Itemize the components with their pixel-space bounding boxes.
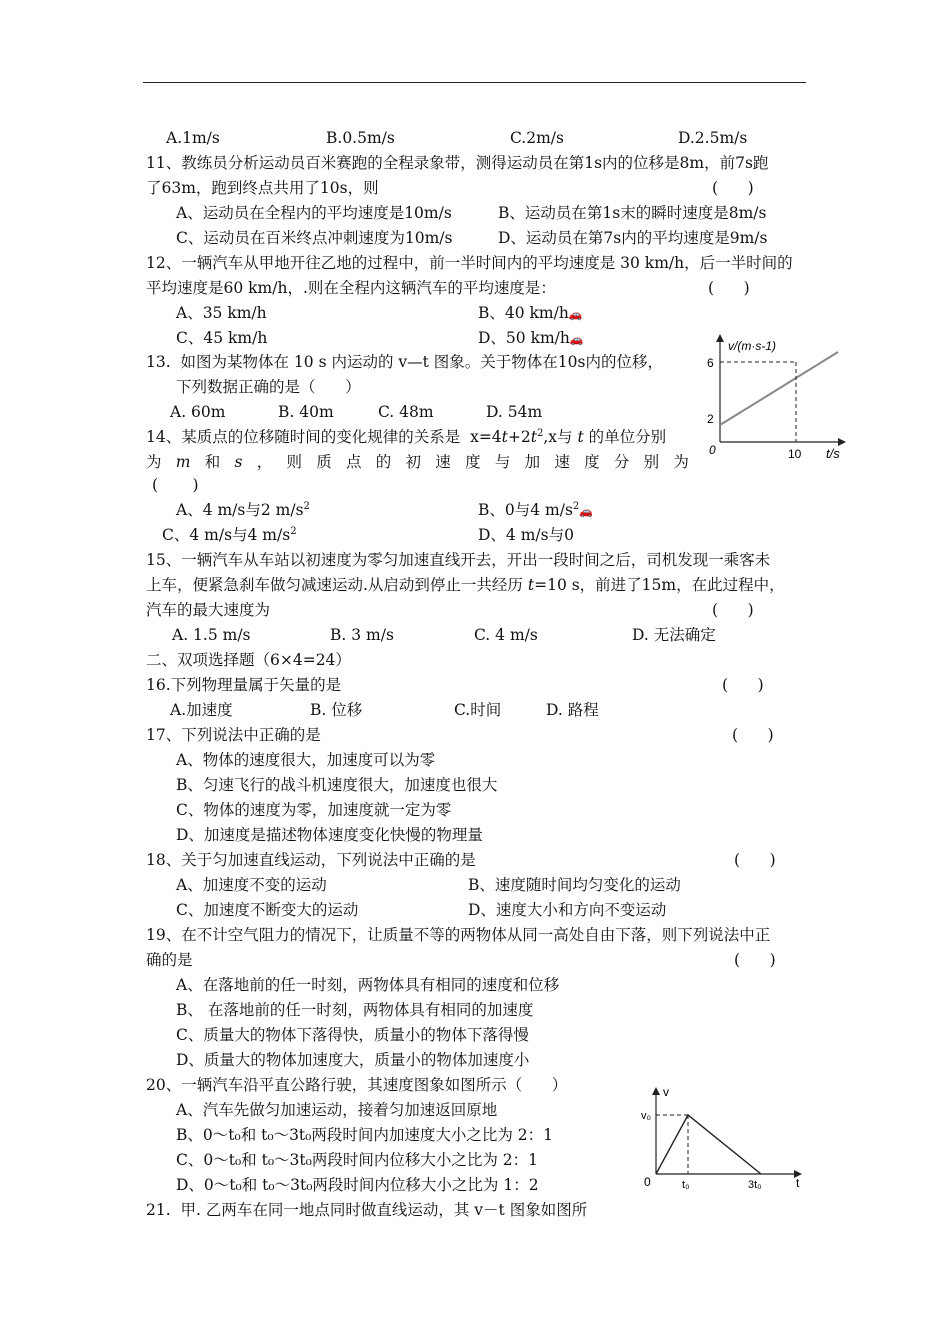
q16-stem: 16.下列物理量属于矢量的是	[146, 676, 342, 694]
q14-line2-char: 点	[346, 453, 362, 471]
q10-option-b: B.0.5m/s	[326, 129, 395, 147]
vt-graph-q20	[636, 1082, 816, 1192]
q11-option-b: B、运动员在第1s末的瞬时速度是8m/s	[498, 204, 767, 222]
q14-line2-char: 度	[584, 453, 600, 471]
q18-option-b: B、速度随时间均匀变化的运动	[468, 876, 681, 894]
q10-option-d: D.2.5m/s	[678, 129, 748, 147]
q16-option-c: C.时间	[454, 701, 502, 719]
q14-line2-char: 和	[204, 453, 221, 471]
q14-line2-char: s	[234, 453, 243, 471]
q11-option-a: A、运动员在全程内的平均速度是10m/s	[176, 204, 452, 222]
q19-option-b: B、 在落地前的任一时刻，两物体具有相同的加速度	[176, 1001, 534, 1019]
q15-option-b: B. 3 m/s	[330, 626, 394, 644]
q19-stem-line1: 19、在不计空气阻力的情况下，让质量不等的两物体从同一高处自由下落，则下列说法中正	[146, 926, 771, 944]
q15-stem-line1: 15、一辆汽车从车站以初速度为零匀加速直线开去，开出一段时间之后，司机发现一乘客未	[146, 551, 771, 569]
q14-stem-line1: 14、某质点的位移随时间的变化规律的关系是 $x=4t+2t^2,x$与 t 的单位分别	[146, 427, 667, 446]
q20-stem: 20、一辆汽车沿平直公路行驶，其速度图象如图所示（ ）	[146, 1076, 568, 1094]
q14-option-b: B、0与4 $m/s^2🚗$	[478, 500, 593, 519]
q11-answer-paren: ( )	[712, 179, 754, 197]
origin-label: 0	[709, 443, 716, 457]
x-axis-label: t	[796, 1176, 800, 1190]
q14-line2-char: 与	[494, 453, 511, 471]
q17-option-b: B、匀速飞行的战斗机速度很大，加速度也很大	[176, 776, 498, 794]
q13-option-c: C. 48m	[378, 403, 434, 421]
q14-line2-char: 别	[643, 453, 660, 471]
q13-stem-line1: 13. 如图为某物体在 10 s 内运动的 v—t 图象。关于物体在10s内的位移，	[146, 353, 663, 371]
q17-answer-paren: ( )	[732, 726, 774, 744]
q14-line2-char: 速	[435, 453, 451, 471]
q13-option-b: B. 40m	[278, 403, 334, 421]
q12-stem-line1: 12、一辆汽车从甲地开往乙地的过程中，前一半时间内的平均速度是 30 km/h，后一半时间的	[146, 254, 793, 272]
y-axis-arrow-icon	[716, 334, 724, 342]
q14-line2-char: 为	[146, 453, 162, 471]
y-axis-arrow-icon	[652, 1087, 660, 1095]
q14-line2-char: 的	[375, 453, 392, 471]
3t0-label: 3t₀	[748, 1179, 762, 1191]
q18-stem: 18、关于匀加速直线运动，下列说法中正确的是	[146, 851, 476, 869]
q15-answer-paren: ( )	[712, 601, 754, 619]
q15-option-c: C. 4 m/s	[474, 626, 538, 644]
q12-stem-line2: 平均速度是60 km/h，.则在全程内这辆汽车的平均速度是：	[146, 279, 556, 297]
x-axis-label: t/s	[826, 446, 840, 461]
q14-line2-char: 速	[554, 453, 570, 471]
vt-graph-q13	[700, 330, 850, 465]
t0-label: t₀	[682, 1179, 690, 1191]
q14-stem-line2	[146, 452, 689, 472]
q17-stem: 17、下列说法中正确的是	[146, 726, 321, 744]
q10-option-a: A.1m/s	[166, 129, 220, 147]
q12-answer-paren: ( )	[708, 279, 750, 297]
q15-stem-line3: 汽车的最大速度为	[146, 601, 271, 619]
q11-option-c: C、运动员在百米终点冲刺速度为10m/s	[176, 229, 453, 247]
q20-option-a: A、汽车先做匀加速运动，接着匀加速返回原地	[176, 1101, 498, 1119]
q18-answer-paren: ( )	[734, 851, 776, 869]
header-rule	[143, 82, 806, 83]
q14-option-a: A、4 m/s与2 $m/s^2$	[176, 500, 310, 519]
velocity-polyline	[656, 1115, 761, 1174]
v0-label: v₀	[641, 1110, 652, 1122]
q14-line2-char: 分	[613, 453, 630, 471]
q14-line2-char: 质	[316, 453, 332, 471]
q14-line2-char: 初	[405, 453, 422, 471]
y-axis-label: v/(m·s-1)	[728, 339, 776, 353]
q18-option-c: C、加速度不断变大的运动	[176, 901, 359, 919]
q16-option-a: A.加速度	[170, 701, 233, 719]
q12-option-a: A、35 km/h	[176, 304, 267, 322]
q14-option-d: D、4 m/s与0	[478, 526, 574, 544]
q21-stem: 21. 甲. 乙两车在同一地点同时做直线运动，其 v－t 图象如图所	[146, 1201, 588, 1219]
q18-option-d: D、速度大小和方向不变运动	[468, 901, 667, 919]
q14-line2-char: 加	[524, 453, 541, 471]
q13-stem-line2: 下列数据正确的是（ ）	[176, 378, 361, 396]
y-tick-6: 6	[707, 356, 714, 370]
q17-option-c: C、物体的速度为零，加速度就一定为零	[176, 801, 452, 819]
y-axis-label: v	[663, 1085, 669, 1099]
velocity-line	[720, 352, 838, 425]
q16-option-d: D. 路程	[546, 701, 599, 719]
origin-label: 0	[644, 1175, 651, 1189]
q15-option-a: A. 1.5 m/s	[172, 626, 251, 644]
q14-option-c: C、4 m/s与4 $m/s^2$	[162, 525, 297, 544]
q16-answer-paren: ( )	[722, 676, 764, 694]
q18-option-a: A、加速度不变的运动	[176, 876, 327, 894]
q13-option-a: A. 60m	[170, 403, 226, 421]
q19-option-c: C、质量大的物体下落得快，质量小的物体下落得慢	[176, 1026, 529, 1044]
q19-option-a: A、在落地前的任一时刻，两物体具有相同的速度和位移	[176, 976, 560, 994]
q14-line2-char: m	[175, 453, 191, 471]
q16-option-b: B. 位移	[310, 701, 363, 719]
q12-option-b: B、40 km/h🚗	[478, 304, 583, 322]
q10-option-c: C.2m/s	[510, 129, 564, 147]
q17-option-a: A、物体的速度很大，加速度可以为零	[176, 751, 436, 769]
q11-stem-line1: 11、教练员分析运动员百米赛跑的全程录象带，测得运动员在第1s内的位移是8m，前7s跑	[146, 154, 769, 172]
q13-option-d: D. 54m	[486, 403, 543, 421]
q15-option-d: D. 无法确定	[632, 626, 716, 644]
q17-option-d: D、加速度是描述物体速度变化快慢的物理量	[176, 826, 483, 844]
q14-answer-paren: ( )	[152, 476, 199, 494]
q19-answer-paren: ( )	[734, 951, 776, 969]
q14-line2-char: 度	[465, 453, 481, 471]
q14-line2-char: 则	[286, 453, 302, 471]
q19-stem-line2: 确的是	[146, 951, 193, 969]
car-icon: 🚗	[569, 333, 584, 346]
q20-option-c: C、0～t₀和 t₀～3t₀两段时间内位移大小之比为 2：1	[176, 1151, 538, 1169]
car-icon: 🚗	[579, 505, 593, 518]
x-axis-arrow-icon	[838, 438, 846, 446]
section-2-heading: 二、双项选择题（6×4=24）	[146, 651, 351, 669]
x-tick-10: 10	[788, 447, 802, 461]
q14-line2-char: 为	[673, 453, 689, 471]
q15-stem-line2: 上车，便紧急刹车做匀减速运动.从启动到停止一共经历 t=10 s，前进了15m，在此过程中，	[146, 576, 785, 594]
y-tick-2: 2	[707, 412, 714, 426]
q12-option-c: C、45 km/h	[176, 329, 268, 347]
car-icon: 🚗	[568, 308, 583, 321]
q11-option-d: D、运动员在第7s内的平均速度是9m/s	[498, 229, 768, 247]
q20-option-b: B、0～t₀和 t₀～3t₀两段时间内加速度大小之比为 2：1	[176, 1126, 554, 1144]
q14-line2-char: ，	[256, 453, 273, 471]
q20-option-d: D、0～t₀和 t₀～3t₀两段时间内位移大小之比为 1：2	[176, 1176, 539, 1194]
q12-option-d: D、50 km/h🚗	[478, 329, 584, 347]
q19-option-d: D、质量大的物体加速度大，质量小的物体加速度小	[176, 1051, 530, 1069]
q11-stem-line2: 了63m，跑到终点共用了10s，则	[146, 179, 379, 197]
